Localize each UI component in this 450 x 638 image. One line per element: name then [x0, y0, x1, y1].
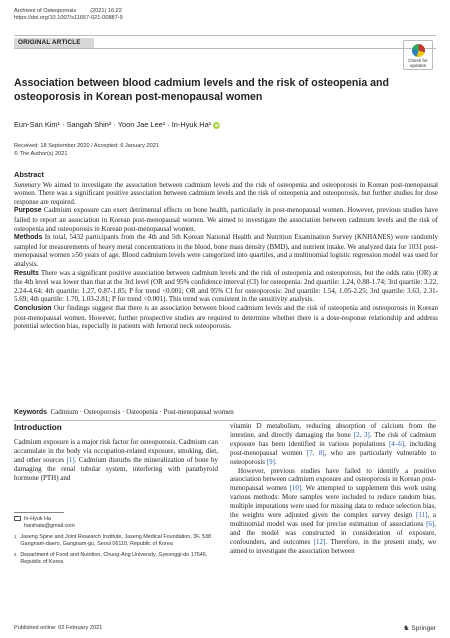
- keywords: [14, 408, 234, 416]
- affiliation-1: [14, 534, 218, 548]
- keywords-text: Cadmium · Osteoporosis · Osteopenia · Post-menopausal women: [50, 408, 234, 416]
- abstract-conclusion: [14, 304, 438, 331]
- abstract-summary: [14, 181, 438, 207]
- keywords-label: Keywords: [14, 409, 47, 416]
- affiliation-text: Jaseng Spine and Joint Research Institute, Jaseng Medical Foundation, 3F, 538 Gangnam-daero, Gangnam-gu, Seoul 06110, Republic of Korea: [20, 533, 211, 547]
- springer-horse-icon: ♞: [403, 625, 410, 632]
- footnotes: [14, 516, 218, 569]
- published-online: Published online: 02 February 2021: [14, 625, 103, 631]
- check-updates-line2: updates: [409, 63, 427, 68]
- results-label: Results: [14, 269, 39, 277]
- methods-label: Methods: [14, 234, 43, 242]
- summary-label: Summary: [14, 180, 41, 189]
- citation-link[interactable]: [1]: [66, 455, 75, 464]
- citation-link[interactable]: [9]: [266, 457, 275, 466]
- citation-link[interactable]: [2, 3]: [353, 430, 370, 439]
- running-header: [14, 8, 123, 22]
- footnote-rule: [14, 512, 64, 513]
- intro-text: Cadmium exposure is a major risk factor for osteoporosis. Cadmium can accumulate in the body via occupation-related exposure, smoking, diet, and other sources: [14, 438, 218, 464]
- check-for-updates-button[interactable]: [403, 40, 433, 70]
- publisher-logo: [403, 624, 436, 632]
- affiliation-text: Department of Food and Nutrition, Chung-Ang University, Gyeonggi-do 17546, Republic of Korea: [20, 551, 208, 565]
- citation-link[interactable]: [10]: [289, 484, 302, 493]
- keywords-rule: [14, 420, 436, 421]
- year-volume: (2021) 16:22: [90, 8, 122, 14]
- intro-text: , and the model was constructed in consideration of exposure, confounders, and outcomes: [230, 519, 436, 546]
- crossmark-icon: [412, 44, 425, 57]
- citation-link[interactable]: [4–6]: [388, 439, 405, 448]
- intro-text: . Therefore, in the present study, we aimed to investigate the association between: [230, 537, 436, 555]
- corresponding-email[interactable]: hanihata@gmail.com: [24, 522, 75, 529]
- introduction-heading: Introduction: [14, 423, 62, 432]
- corresponding-author: [14, 516, 218, 530]
- methods-text: In total, 5432 participants from the 4th and 5th Korean National Health and Nutrition Examination Survey (KNHANES) were randomly sampled for measurements of heavy metal concentrations in the blood, bone mass density (BMD), and nutrient intake. We analyzed data for 1031 post-menopausal women ≥50 years of age. Blood cadmium levels were categorized into quartiles, and a multinomial logistic regression model was used for analysis.: [14, 233, 439, 268]
- header-rule: [14, 35, 436, 36]
- check-updates-line1: Check for: [408, 58, 428, 63]
- intro-text: . The risk of cadmium exposure has been identified in various populations: [230, 430, 436, 448]
- purpose-text: Cadmium exposure can exert detrimental effects on bone health, particularly in post-menopausal women. However, previous studies have failed to report an association in Korean post-menopausal women. We aimed to investigate the association between cadmium levels and the risk of osteopenia and osteoporosis in Korean post-menopausal women.: [14, 206, 439, 233]
- citation-link[interactable]: [12]: [313, 537, 326, 546]
- abstract-section: [14, 171, 438, 331]
- journal-name: Archives of Osteoporosis: [14, 8, 77, 14]
- article-dates: [14, 143, 159, 159]
- summary-text: We aimed to investigate the association between cadmium levels and the risk of osteopenia and osteoporosis in Korean post-menopausal women. There was a significant positive association between cadmium levels and the risk of osteopenia and osteoporosis, but further studies for dose response are required.: [14, 180, 439, 206]
- conclusion-text: Our findings suggest that there is an association between blood cadmium levels and the risk of osteopenia and osteoporosis in Korean post-menopausal women. However, further prospective studies are required to determine whether there is a dose-response relationship and address potential selection bias, especially in patients with femoral neck osteoporosis.: [14, 303, 439, 331]
- doi-link[interactable]: https://doi.org/10.1007/s11657-021-00887-9: [14, 15, 123, 21]
- abstract-heading: Abstract: [14, 170, 44, 179]
- intro-text: , a multinomial model was used for precise estimation of associations: [230, 511, 436, 528]
- copyright: © The Author(s) 2021: [14, 150, 68, 157]
- conclusion-label: Conclusion: [14, 304, 52, 312]
- article-type-rule: [14, 48, 436, 49]
- intro-left-column: [14, 438, 218, 483]
- citation-link[interactable]: [6]: [426, 519, 435, 528]
- publisher-name: Springer: [411, 625, 436, 632]
- intro-text: vitamin D metabolism, reducing absorption of calcium from the intestine, and directly damaging the bone: [230, 422, 436, 439]
- abstract-purpose: [14, 206, 438, 233]
- orcid-icon[interactable]: iD: [214, 122, 219, 128]
- intro-right-column: [230, 422, 436, 556]
- intro-text: , who are particularly vulnerable to osteoporosis: [230, 448, 436, 466]
- abstract-methods: [14, 233, 438, 268]
- affiliation-number: 1: [14, 533, 17, 539]
- corresponding-name: In-Hyuk Ha: [24, 516, 51, 522]
- authors-text: Eun-San Kim¹ · Sangah Shin² · Yoon Jae Lee¹ · In-Hyuk Ha¹: [14, 120, 212, 129]
- abstract-results: [14, 269, 438, 304]
- intro-text: . Cadmium disturbs the mineralization of bone by damaging the renal tubular system, interfering with parathyroid hormone (PTH) and: [14, 455, 219, 482]
- intro-paragraph: [230, 422, 436, 467]
- intro-text: However, previous studies have failed to identify a positive association between cadmium exposure and osteoporosis in Korean post-menopausal women: [230, 466, 436, 493]
- article-type-label: ORIGINAL ARTICLE: [14, 38, 94, 48]
- intro-paragraph: [230, 467, 436, 556]
- author-list: [14, 120, 220, 129]
- citation-link[interactable]: [7, 8]: [306, 448, 325, 457]
- purpose-label: Purpose: [14, 207, 42, 215]
- envelope-icon: [14, 516, 21, 521]
- intro-text: , including post-menopausal women: [230, 439, 436, 457]
- affiliation-number: 2: [14, 551, 17, 557]
- received-accepted: Received: 18 September 2020 / Accepted: 6 January 2021: [14, 143, 159, 149]
- affiliation-2: [14, 552, 218, 566]
- results-text: There was a significant positive association between cadmium levels and the risk of osteopenia and osteoporosis, but the odds ratio (OR) at the 4th level was lower than that at the 3rd level (OR and 95% confidence interval (CI) for osteopenia: 2nd quartile: 1.24, 0.88-1.74; 3rd quartile: 3.22, 2.24-4.64; 4th quartile: 1.27, 0.87-1.85; P for trend <0.001; OR and 95% CI for osteoporosis: 2nd quartile: 1.54, 1.05-2.25; 3rd quartile: 3.63, 2.31-5.69; 4th quartile: 1.70, 1.03-2.81; P for trend <0.001). This trend was consistent in the sensitivity analysis.: [14, 268, 438, 304]
- article-title: Association between blood cadmium levels and the risk of osteopenia and osteoporosis in Korean post-menopausal women: [14, 77, 389, 103]
- intro-text: .: [274, 457, 277, 466]
- intro-text: . We attempted to supplement this work using various methods: More samples were included to reduce random bias, multiple imputations were used for missing data to reduce selection bias, the weights were adjusted given the complex survey design: [230, 484, 437, 520]
- citation-link[interactable]: [11]: [416, 511, 428, 520]
